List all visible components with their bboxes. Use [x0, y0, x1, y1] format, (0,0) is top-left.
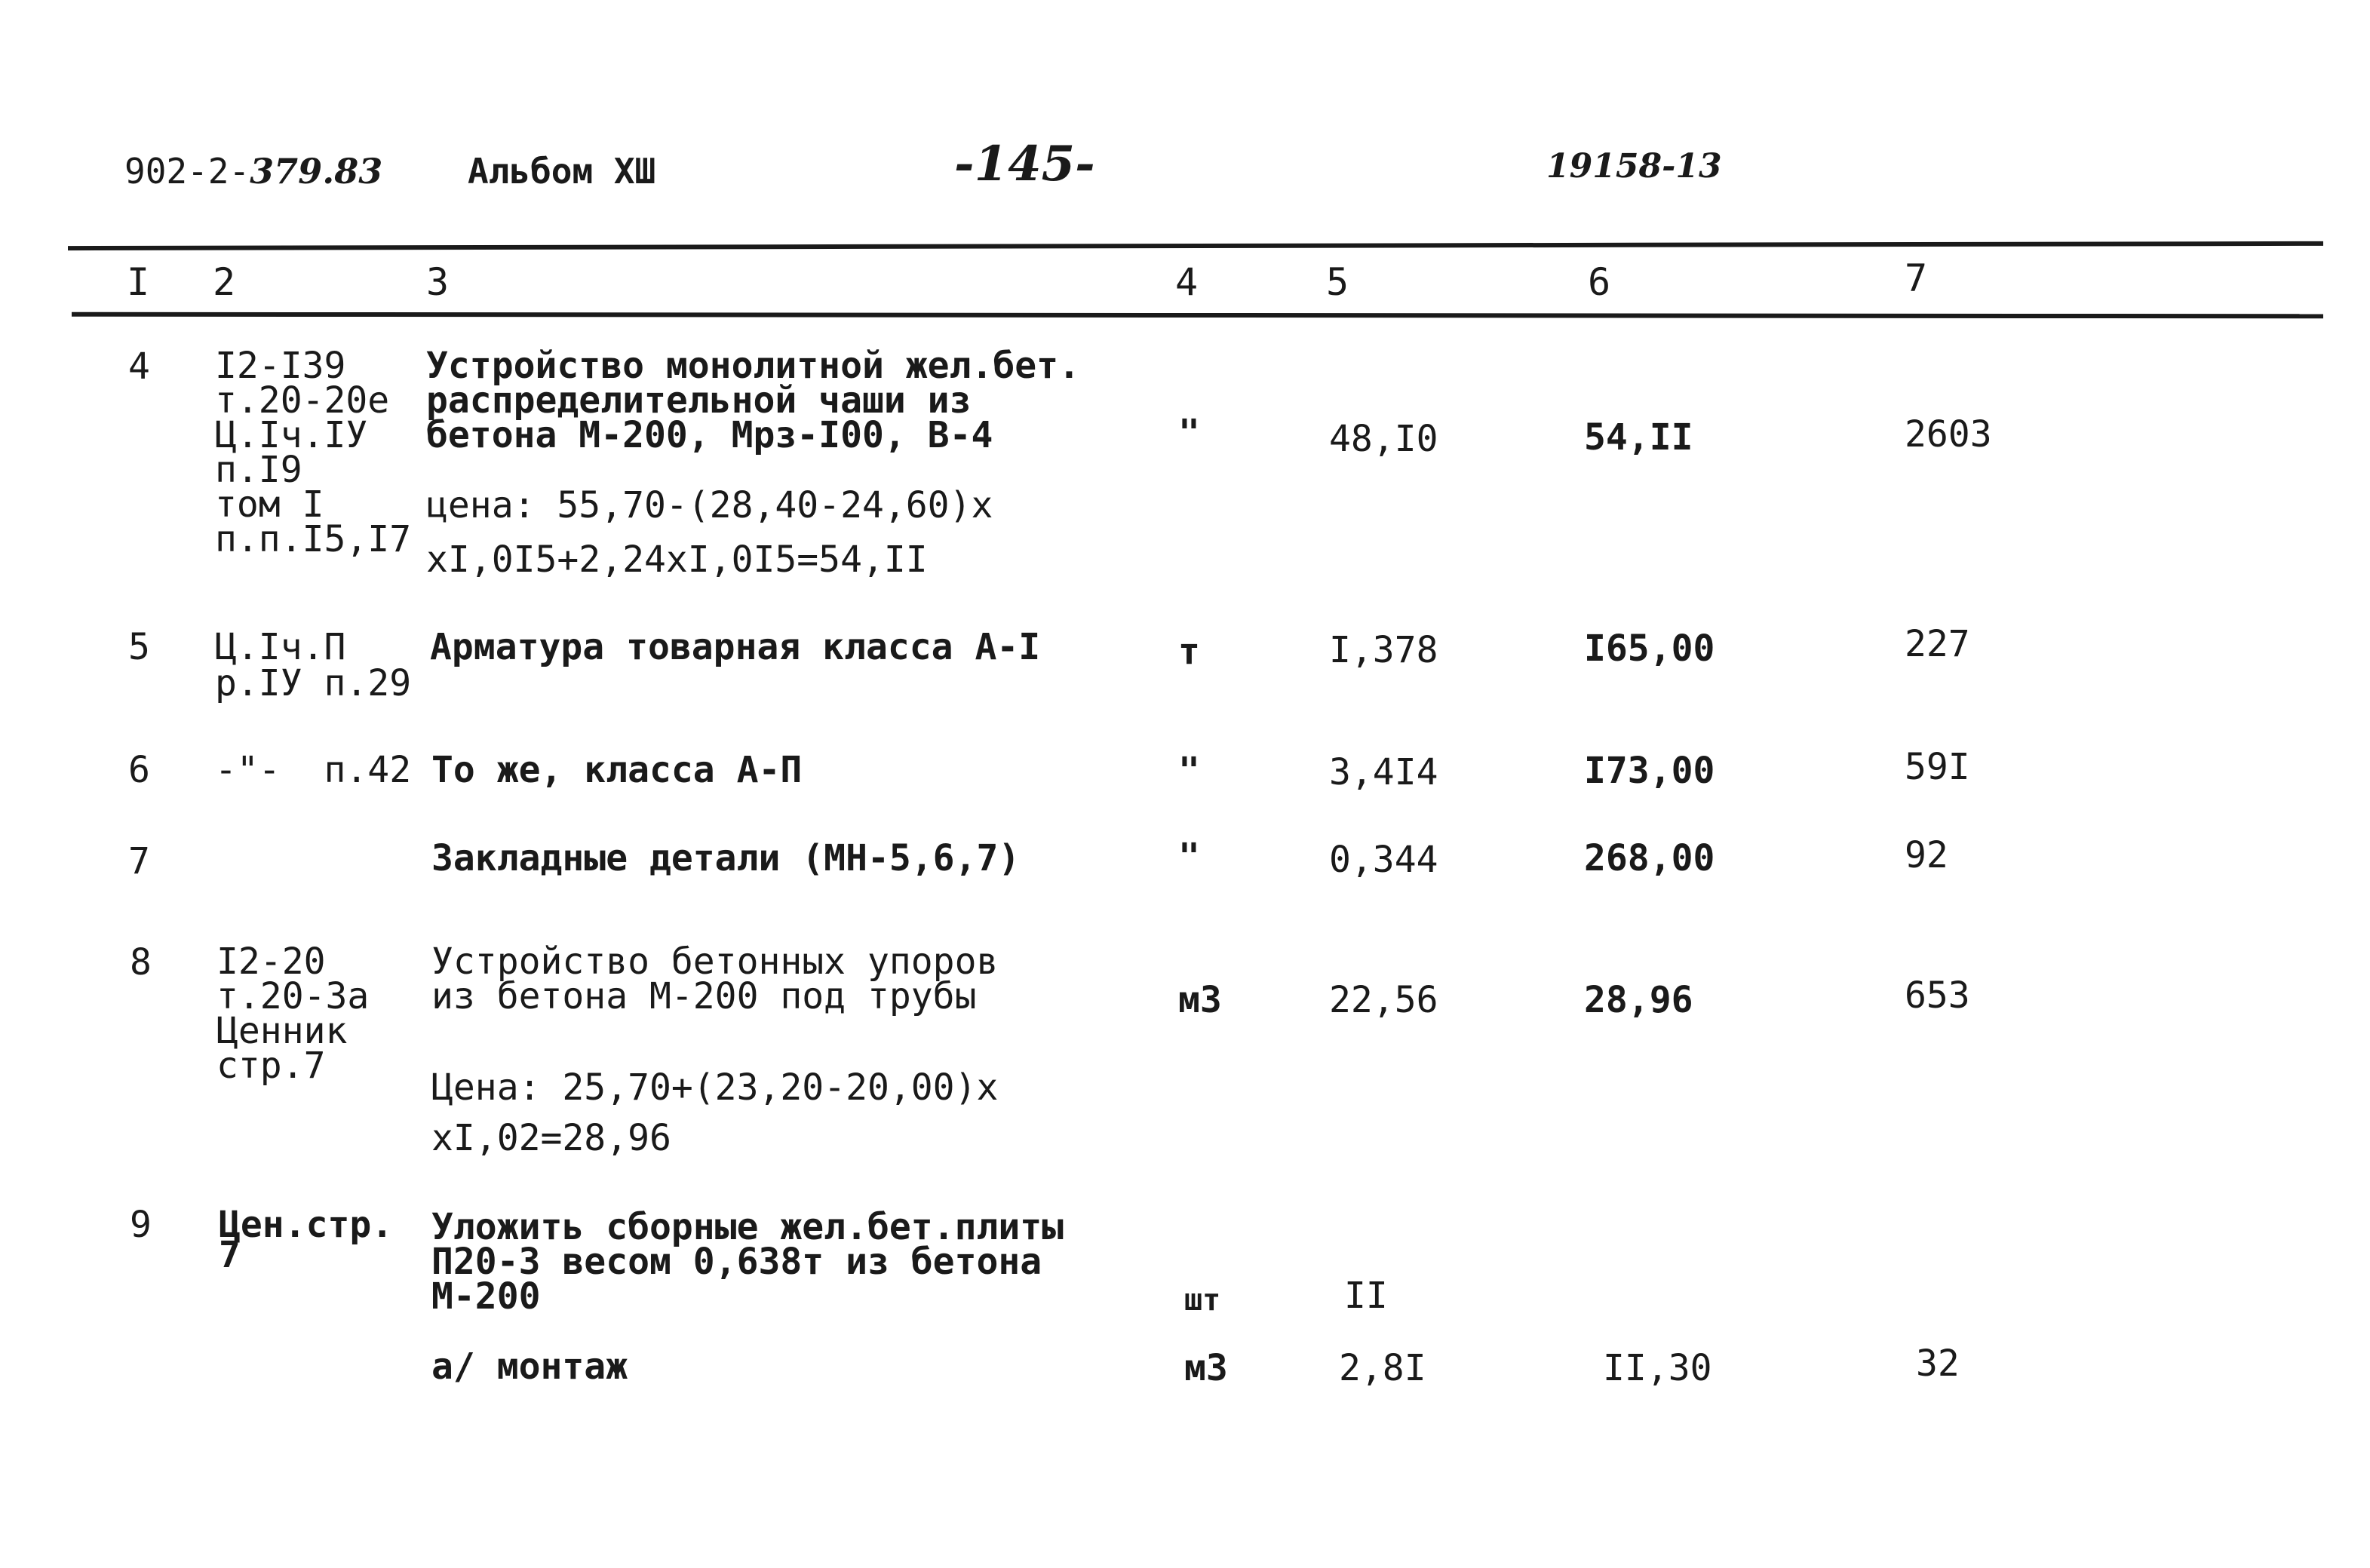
row-total: 92 — [1905, 834, 1948, 876]
row-unit: т — [1178, 631, 1200, 673]
row-reference: -"- п.42 — [215, 749, 412, 791]
subrow-description: а/ монтаж — [431, 1346, 628, 1388]
price-calc-line-2: хI,0I5+2,24хI,0I5=54,II — [426, 539, 928, 581]
document-code-printed: 902-2- — [124, 151, 250, 192]
row-quantity: 0,344 — [1329, 839, 1438, 881]
price-calc-line-2: хI,02=28,96 — [431, 1117, 671, 1159]
page-number: -145- — [954, 136, 1095, 192]
row-total: 227 — [1905, 623, 1970, 665]
column-header-5: 5 — [1326, 260, 1349, 304]
row-description: Устройство бетонных упоров из бетона М-200 под трубы — [431, 940, 999, 1017]
document-code-handwritten: 379.83 — [250, 151, 383, 192]
subrow-unit: м3 — [1184, 1347, 1228, 1389]
row-unit-price: 28,96 — [1584, 979, 1693, 1021]
row-unit-price: 268,00 — [1584, 837, 1715, 879]
row-unit: " — [1178, 412, 1200, 454]
row-reference: Цен.стр. 7 — [219, 1204, 394, 1276]
subrow-total: 32 — [1916, 1342, 1960, 1385]
price-calc-line-1: цена: 55,70-(28,40-24,60)х — [426, 484, 993, 526]
column-header-3: 3 — [426, 260, 450, 304]
row-quantity: I,378 — [1329, 629, 1438, 671]
row-number: 5 — [128, 626, 150, 668]
row-reference: I2-20 т.20-3а Ценник стр.7 — [216, 940, 370, 1087]
row-number: 4 — [128, 345, 150, 388]
album-label: Альбом XШ — [468, 151, 656, 192]
row-quantity: 22,56 — [1329, 979, 1438, 1021]
row-description: То же, класса А-П — [431, 749, 803, 791]
row-description: Закладные детали (МН-5,6,7) — [431, 837, 1021, 879]
row-unit-price: I73,00 — [1584, 750, 1715, 792]
row-total: 653 — [1905, 974, 1970, 1017]
inventory-number: 19158-13 — [1546, 147, 1722, 186]
column-header-2: 2 — [213, 260, 236, 304]
row-description: Устройство монолитной жел.бет. распределительной чаши из бетона М-200, Мрз-I00, В-4 — [426, 345, 1080, 456]
row-number: 9 — [130, 1204, 152, 1246]
row-total: 59I — [1905, 746, 1970, 788]
column-header-4: 4 — [1175, 260, 1199, 304]
subrow-unit-price: II,30 — [1603, 1347, 1712, 1389]
column-header-6: 6 — [1588, 260, 1611, 304]
column-header-1: I — [127, 260, 150, 304]
header-top-rule — [68, 241, 2323, 250]
row-number: 6 — [128, 749, 150, 791]
row-unit-price: I65,00 — [1584, 628, 1715, 670]
row-description: Уложить сборные жел.бет.плиты П20-3 весом 0,638т из бетона М-200 — [431, 1206, 1064, 1318]
row-quantity: 48,I0 — [1329, 418, 1438, 460]
row-reference: Ц.Iч.П р.IУ п.29 — [215, 626, 412, 704]
document-code — [124, 151, 382, 192]
price-calc-line-1: Цена: 25,70+(23,20-20,00)х — [431, 1066, 999, 1109]
column-header-7: 7 — [1905, 256, 1928, 300]
row-number: 8 — [130, 941, 152, 983]
row-unit-price: 54,II — [1584, 416, 1693, 459]
subrow-quantity: 2,8I — [1339, 1347, 1426, 1389]
row-number: 7 — [128, 840, 150, 882]
row-quantity: II — [1344, 1275, 1388, 1317]
row-unit: " — [1178, 836, 1200, 878]
row-description: Арматура товарная класса А-I — [430, 626, 1041, 668]
row-unit: шт — [1184, 1283, 1221, 1318]
row-total: 2603 — [1905, 413, 1992, 456]
row-quantity: 3,4I4 — [1329, 751, 1438, 793]
row-unit: " — [1178, 750, 1200, 792]
header-bottom-rule — [72, 312, 2323, 319]
row-unit: м3 — [1178, 979, 1222, 1021]
row-reference: I2-I39 т.20-20е Ц.Iч.IУ п.I9 том I п.п.I5,I7 — [215, 345, 412, 560]
